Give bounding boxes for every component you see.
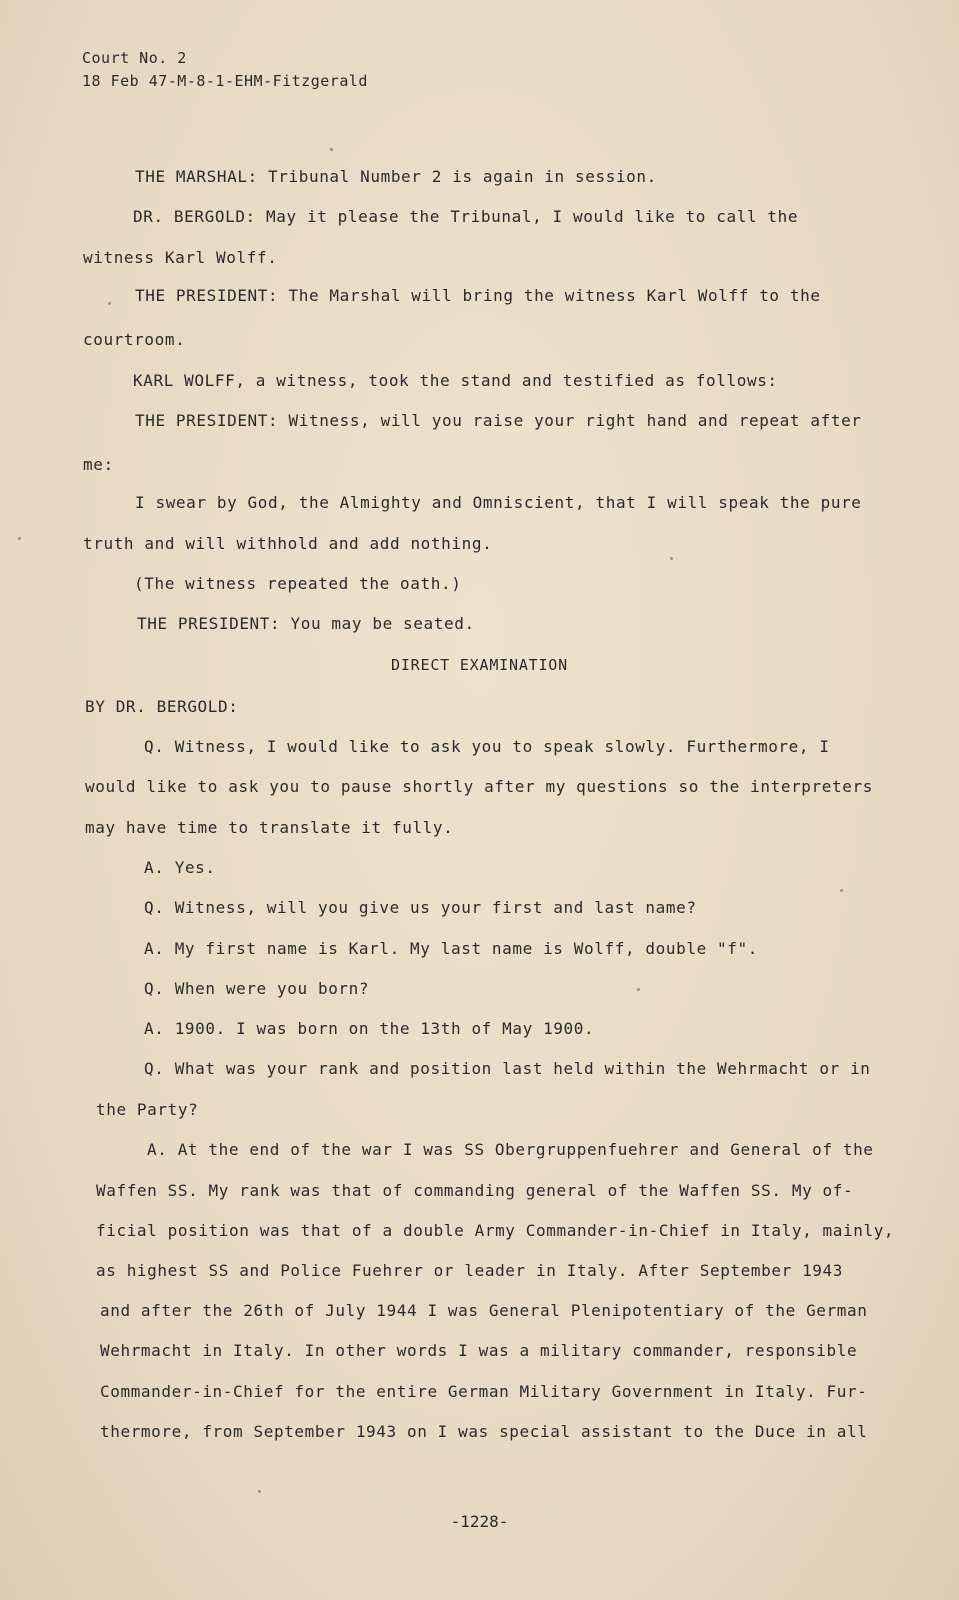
- paper-speck: [637, 988, 640, 991]
- transcript-line: Q. What was your rank and position last held within the Wehrmacht or in: [144, 1059, 871, 1078]
- transcript-line: Q. When were you born?: [144, 979, 370, 998]
- transcript-line: BY DR. BERGOLD:: [85, 697, 239, 716]
- paper-speck: [330, 148, 333, 151]
- transcript-line: (The witness repeated the oath.): [134, 574, 462, 593]
- transcript-line: the Party?: [96, 1100, 199, 1119]
- transcript-line: A. 1900. I was born on the 13th of May 1900.: [144, 1019, 595, 1038]
- transcript-line: would like to ask you to pause shortly after my questions so the interpreters: [85, 777, 873, 796]
- transcript-line: THE PRESIDENT: Witness, will you raise your right hand and repeat after: [135, 411, 862, 430]
- transcript-line: A. Yes.: [144, 858, 216, 877]
- transcript-line: as highest SS and Police Fuehrer or leader in Italy. After September 1943: [96, 1261, 843, 1280]
- transcript-line: THE PRESIDENT: You may be seated.: [137, 614, 475, 633]
- transcript-line: Q. Witness, will you give us your first and last name?: [144, 898, 697, 917]
- transcript-line: thermore, from September 1943 on I was special assistant to the Duce in all: [100, 1422, 868, 1441]
- transcript-line: THE PRESIDENT: The Marshal will bring the witness Karl Wolff to the: [135, 286, 821, 305]
- page-number: -1228-: [450, 1512, 509, 1531]
- transcript-line: A. At the end of the war I was SS Obergruppenfuehrer and General of the: [147, 1140, 874, 1159]
- transcript-line: THE MARSHAL: Tribunal Number 2 is again in session.: [135, 167, 657, 186]
- paper-speck: [258, 1490, 261, 1493]
- transcript-line: Waffen SS. My rank was that of commanding general of the Waffen SS. My of-: [96, 1181, 854, 1200]
- transcript-line: courtroom.: [83, 330, 186, 349]
- paper-speck: [840, 889, 843, 892]
- court-number: Court No. 2: [82, 49, 187, 67]
- paper-speck: [18, 537, 21, 540]
- transcript-line: witness Karl Wolff.: [83, 248, 278, 267]
- transcript-line: DR. BERGOLD: May it please the Tribunal, I would like to call the: [133, 207, 799, 226]
- section-heading: DIRECT EXAMINATION: [391, 656, 568, 674]
- transcript-line: ficial position was that of a double Army Commander-in-Chief in Italy, mainly,: [96, 1221, 895, 1240]
- transcript-line: Q. Witness, I would like to ask you to speak slowly. Furthermore, I: [144, 737, 830, 756]
- transcript-line: KARL WOLFF, a witness, took the stand and testified as follows:: [133, 371, 778, 390]
- transcript-line: Commander-in-Chief for the entire German Military Government in Italy. Fur-: [100, 1382, 868, 1401]
- transcript-line: A. My first name is Karl. My last name is Wolff, double "f".: [144, 939, 758, 958]
- transcript-line: truth and will withhold and add nothing.: [83, 534, 493, 553]
- transcript-line: and after the 26th of July 1944 I was General Plenipotentiary of the German: [100, 1301, 868, 1320]
- transcript-line: me:: [83, 455, 114, 474]
- paper-speck: [670, 557, 673, 560]
- document-reference: 18 Feb 47-M-8-1-EHM-Fitzgerald: [82, 72, 368, 90]
- paper-speck: [108, 302, 111, 305]
- transcript-line: I swear by God, the Almighty and Omniscient, that I will speak the pure: [135, 493, 862, 512]
- transcript-line: Wehrmacht in Italy. In other words I was a military commander, responsible: [100, 1341, 858, 1360]
- transcript-line: may have time to translate it fully.: [85, 818, 454, 837]
